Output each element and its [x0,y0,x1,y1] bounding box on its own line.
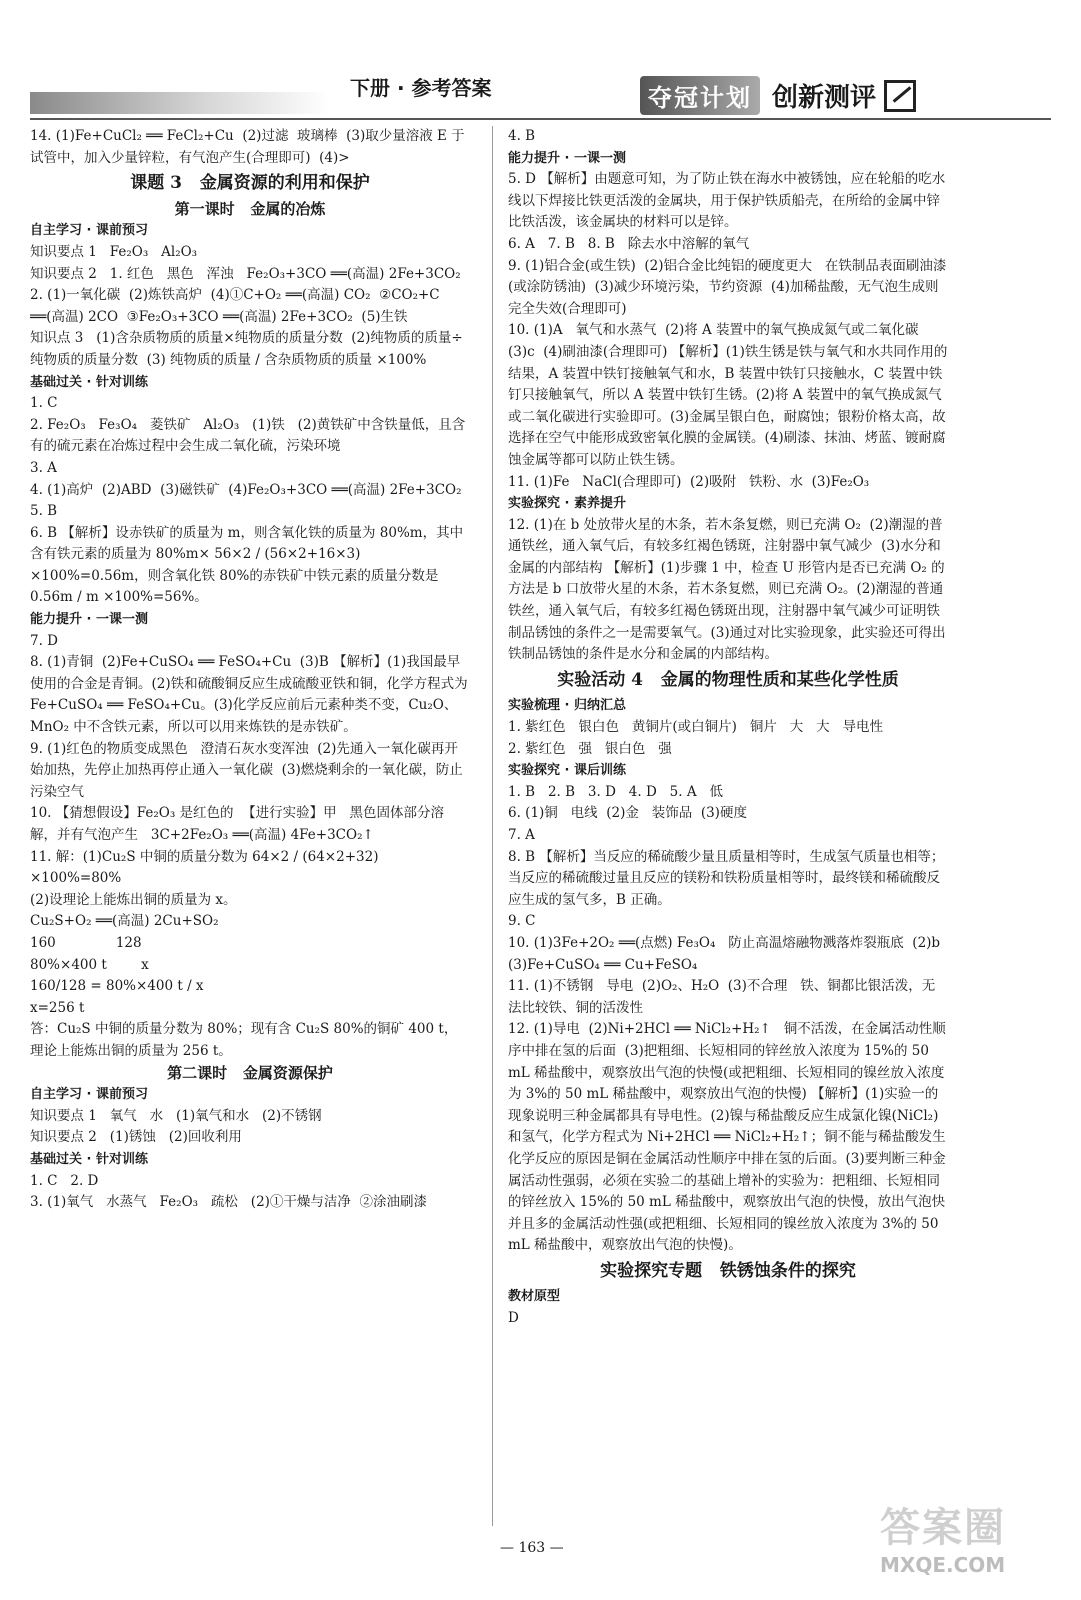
answer-line: 1. C 2. D [30,1172,99,1189]
answer-line: 2. 紫红色 强 银白色 强 [508,740,672,757]
answer-line: 6. (1)铜 电线 (2)金 装饰品 (3)硬度 [508,805,747,822]
answer-line: 4. (1)高炉 (2)ABD (3)磁铁矿 (4)Fe₂O₃+3CO ══(高温) 2Fe+3CO₂ [30,481,462,498]
answer-line: 80%×400 t x [30,956,149,973]
answer-line: x=256 t [30,999,85,1016]
answer-line: Cu₂S+O₂ ══(高温) 2Cu+SO₂ [30,913,219,930]
right-column [508,126,948,1330]
answer-line: 14. (1)Fe+CuCl₂ ══ FeCl₂+Cu (2)过滤 玻璃棒 (3)取少量溶液 E 于试管中，加入少量锌粒，有气泡产生(合理即可) (4)> [30,128,465,166]
answer-line: 12. (1)导电 (2)Ni+2HCl ══ NiCl₂+H₂↑ 铜不活泼，在金属活动性顺序中排在氢的后面 (3)把粗细、长短相同的锌丝放入浓度为 15%的 50 mL 稀盐酸中，观察放出气泡的快慢(或把粗细、长短相同的镍丝放入浓度为 3%的 50 mL 稀盐酸中，观察放出气泡的快慢) 【解析】(1)实验一的现象说明三种金属都具有导电性。(2)镍与稀盐酸反应生成氯化镍(NiCl₂)和氢气，化学方程式为 Ni+2HCl ══ NiCl₂+H₂↑；铜不能与稀盐酸发生化学反应的原因是铜在金属活动性顺序中排在氢的后面。(3)要判断三种金属活动性强弱，必须在实验二的基础上增补的实验为：把粗细、长短相同的锌丝放入 15%的 50 mL 稀盐酸中，观察放出气泡的快慢，放出气泡快并且多的金属活动性强(或把粗细、长短相同的镍丝放入浓度为 3%的 50 mL 稀盐酸中，观察放出气泡的快慢)。 [508,1021,946,1254]
answer-line: 4. B [508,128,536,144]
section-heading: 基础过关 · 针对训练 [30,374,148,390]
answer-line: 2. Fe₂O₃ Fe₃O₄ 菱铁矿 Al₂O₃ (1)铁 (2)黄铁矿中含铁量低，且含有的硫元素在冶炼过程中会生成二氧化硫，污染环境 [30,416,466,455]
answer-line: 6. A 7. B 8. B 除去水中溶解的氧气 [508,235,750,252]
watermark [880,1496,1050,1586]
lesson-heading: 课题 3 金属资源的利用和保护 [130,173,370,194]
lesson-heading: 第一课时 金属的冶炼 [174,199,326,218]
answer-line: 知识要点 1 氧气 水 (1)氧气和水 (2)不锈钢 [30,1107,322,1124]
answer-line: 5. B [30,503,58,520]
column-divider [492,126,493,1526]
answer-line: 7. D [30,632,58,649]
answer-line: 知识要点 2 1. 红色 黑色 浑浊 Fe₂O₃+3CO ══(高温) 2Fe+3CO₂ [30,265,461,282]
lesson-heading: 实验探究专题 铁锈蚀条件的探究 [600,1260,856,1281]
section-heading: 实验探究 · 素养提升 [508,496,626,512]
answer-line: 答：Cu₂S 中铜的质量分数为 80%；现有含 Cu₂S 80%的铜矿 400 t，理论上能炼出铜的质量为 256 t。 [30,1021,458,1059]
lesson-heading: 实验活动 4 金属的物理性质和某些化学性质 [557,669,899,690]
answer-line: 知识点 3 (1)含杂质物质的质量×纯物质的质量分数 (2)纯物质的质量÷纯物质的质量分数 (3) 纯物质的质量 / 含杂质物质的质量 ×100% [30,330,463,368]
answer-line: 9. C [508,913,536,930]
answer-line: 1. B 2. B 3. D 4. D 5. A 低 [508,783,723,800]
section-heading: 自主学习 · 课前预习 [30,1087,148,1103]
answer-line: 12. (1)在 b 处放带火星的木条，若木条复燃，则已充满 O₂ (2)潮湿的普通铁丝，通入氧气后，有较多红褐色锈斑，注射器中氧气减少 (3)水分和金属的内部结构 【解析】(1)步骤 1 中，检查 U 形管内是否已充满 O₂ 的方法是 b 口放带火星的木条，若木条复燃，则已充满 O₂。(2)潮湿的普通铁丝，通入氧气后，有较多红褐色锈斑出现，注射器中氧气减少可证明铁制品锈蚀的条件之一是需要氧气。(3)通过对比实验现象，此实验还可得出铁制品锈蚀的条件是水分和金属的内部结构。 [508,516,946,663]
header-title: 下册 · 参考答案 [350,76,492,100]
answer-line: 3. (1)氧气 水蒸气 Fe₂O₃ 疏松 (2)①干燥与洁净 ②涂油刷漆 [30,1194,428,1211]
lesson-heading: 第二课时 金属资源保护 [167,1063,333,1082]
header-gradient-bar [30,92,330,114]
section-heading: 自主学习 · 课前预习 [30,223,148,239]
header-rule [30,118,1051,120]
section-heading: 能力提升 · 一课一测 [30,612,148,628]
answer-line: 2. (1)一氧化碳 (2)炼铁高炉 (4)①C+O₂ ══(高温) CO₂ ②CO₂+C ══(高温) 2CO ③Fe₂O₃+3CO ══(高温) 2Fe+3CO₂ (5)生铁 [30,287,444,325]
answer-line: 11. 解：(1)Cu₂S 中铜的质量分数为 64×2 / (64×2+32) ×100%=80% [30,848,383,887]
answer-line: 10. (1)A 氧气和水蒸气 (2)将 A 装置中的氧气换成氮气或二氧化碳 (3)c (4)刷油漆(合理即可) 【解析】(1)铁生锈是铁与氧气和水共同作用的结果，A 装置中铁钉接触氧气和水，B 装置中铁钉只接触水，C 装置中铁钉只接触氧气，所以 A 装置中铁钉生锈。(2)将 A 装置中的氧气换成氮气或二氧化碳进行实验即可。(3)金属呈银白色，耐腐蚀；银粉价格太高，故选择在空气中能形成致密氧化膜的金属镁。(4)刷漆、抹油、烤蓝、镀耐腐蚀金属等都可以防止铁生锈。 [508,322,948,468]
answer-line: 5. D 【解析】由题意可知，为了防止铁在海水中被锈蚀，应在轮船的吃水线以下焊接比铁更活泼的金属块，用于保护铁质船壳，在所给的金属中锌比铁活泼，该金属块的材料可以是锌。 [508,171,946,231]
page-number: — 163 — [500,1540,564,1556]
answer-line: 1. C [30,395,58,412]
brand-logo: 夺冠计划 [640,76,760,115]
brand-name: 创新测评 [772,83,877,113]
section-heading: 能力提升 · 一课一测 [508,150,626,166]
answer-line: 知识要点 1 Fe₂O₃ Al₂O₃ [30,243,198,260]
answer-line: 1. 紫红色 银白色 黄铜片(或白铜片) 铜片 大 大 导电性 [508,719,883,736]
section-heading: 基础过关 · 针对训练 [30,1151,148,1167]
page-header [0,0,1081,118]
answer-line: 6. B 【解析】设赤铁矿的质量为 m，则含氧化铁的质量为 80%m，其中含有铁元素的质量为 80%m× 56×2 / (56×2+16×3) ×100%=0.56m，则含氧化铁 80%的赤铁矿中铁元素的质量分数是 0.56m / m ×100%=56%。 [30,524,464,606]
answer-line: 9. (1)红色的物质变成黑色 澄清石灰水变浑浊 (2)先通入一氧化碳再开始加热，先停止加热再停止通入一氧化碳 (3)燃烧剩余的一氧化碳，防止污染空气 [30,740,463,800]
answer-line: (2)设理论上能炼出铜的质量为 x。 [30,891,237,908]
answer-line: 知识要点 2 (1)锈蚀 (2)回收利用 [30,1129,242,1146]
section-heading: 实验梳理 · 归纳汇总 [508,698,626,714]
watermark-logo: 答案圈 [880,1505,1006,1551]
watermark-url: MXQE.COM [880,1553,1006,1577]
answer-line: 160 128 [30,934,142,951]
answer-line: 3. A [30,459,57,476]
answer-line: 8. (1)青铜 (2)Fe+CuSO₄ ══ FeSO₄+Cu (3)B 【解析】(1)我国最早使用的合金是青铜。(2)铁和硫酸铜反应生成硫酸亚铁和铜，化学方程式为 Fe+CuSO₄ ══ FeSO₄+Cu。(3)化学反应前后元素种类不变，Cu₂O、MnO₂ 中不含铁元素，所以可以用来炼铁的是赤铁矿。 [30,654,472,736]
answer-line: 11. (1)不锈钢 导电 (2)O₂、H₂O (3)不合理 铁、铜都比银活泼，无法比较铁、铜的活泼性 [508,978,936,1016]
pencil-box-icon [884,80,916,112]
section-heading: 教材原型 [508,1289,561,1305]
answer-line: 7. A [508,827,535,843]
brand [640,76,916,115]
answer-line: 8. B 【解析】当反应的稀硫酸少量且质量相等时，生成氢气质量也相等；当反应的稀硫酸过量且反应的镁粉和铁粉质量相等时，最终镁和稀硫酸反应生成的氢气多，B 正确。 [508,848,945,908]
answer-line: 10. 【猜想假设】Fe₂O₃ 是红色的 【进行实验】甲 黑色固体部分溶解，并有气泡产生 3C+2Fe₂O₃ ══(高温) 4Fe+3CO₂↑ [30,805,445,843]
section-heading: 实验探究 · 课后训练 [508,763,626,779]
answer-line: D [508,1310,519,1327]
answer-line: 160/128 = 80%×400 t / x [30,978,204,995]
answer-line: 10. (1)3Fe+2O₂ ══(点燃) Fe₃O₄ 防止高温熔融物溅落炸裂瓶底 (2)b (3)Fe+CuSO₄ ══ Cu+FeSO₄ [508,934,949,973]
answer-line: 11. (1)Fe NaCl(合理即可) (2)吸附 铁粉、水 (3)Fe₂O₃ [508,473,870,490]
answer-line: 9. (1)铝合金(或生铁) (2)铝合金比纯铝的硬度更大 在铁制品表面刷油漆(或涂防锈油) (3)减少环境污染，节约资源 (4)加稀盐酸，无气泡生成则完全失效(合理即可) [508,257,947,317]
left-column [30,126,470,1214]
